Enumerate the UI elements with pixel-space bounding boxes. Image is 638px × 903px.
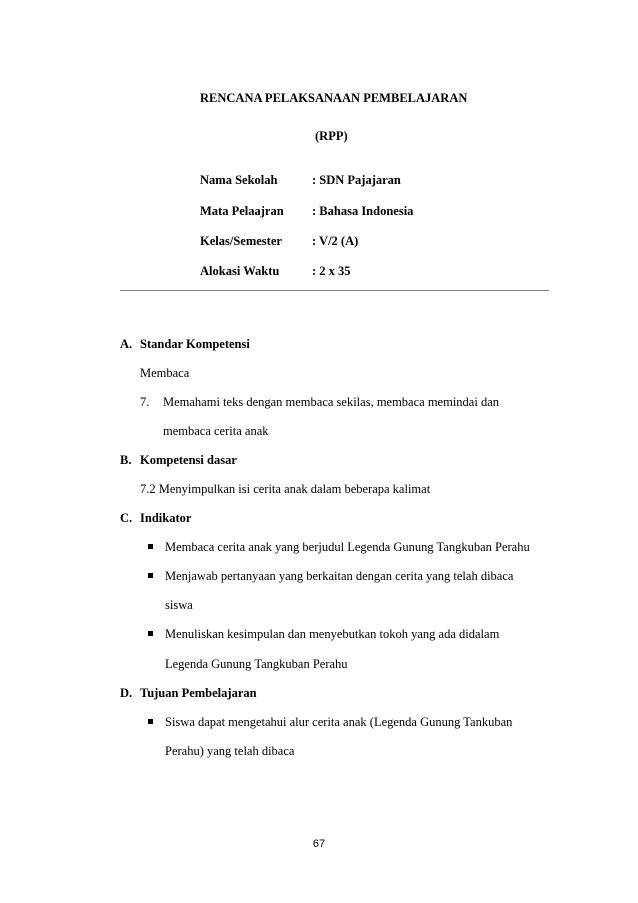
square-bullet-icon bbox=[148, 544, 153, 549]
section-a-numbered-marker: 7. bbox=[140, 395, 150, 409]
info-value-time: : 2 x 35 bbox=[312, 264, 351, 278]
square-bullet-icon bbox=[148, 719, 153, 724]
section-b-letter: B. bbox=[120, 453, 132, 467]
document-subtitle: (RPP) bbox=[315, 129, 348, 143]
section-d-title: Tujuan Pembelajaran bbox=[140, 686, 257, 700]
info-label-school: Nama Sekolah bbox=[200, 173, 278, 187]
info-label-time: Alokasi Waktu bbox=[200, 264, 280, 278]
info-value-class: : V/2 (A) bbox=[312, 234, 359, 248]
section-c-bullet-continuation: siswa bbox=[165, 598, 193, 612]
page-number: 67 bbox=[312, 838, 326, 850]
section-d-bullet-text: Siswa dapat mengetahui alur cerita anak (Legenda Gunung Tankuban bbox=[165, 715, 513, 729]
info-value-subject: : Bahasa Indonesia bbox=[312, 204, 414, 218]
square-bullet-icon bbox=[148, 631, 153, 636]
square-bullet-icon bbox=[148, 573, 153, 578]
section-a-numbered-continuation: membaca cerita anak bbox=[163, 424, 269, 438]
info-value-school: : SDN Pajajaran bbox=[312, 173, 401, 187]
section-d-bullet-continuation: Perahu) yang telah dibaca bbox=[165, 744, 295, 758]
document-title: RENCANA PELAKSANAAN PEMBELAJARAN bbox=[200, 91, 468, 105]
info-label-class: Kelas/Semester bbox=[200, 234, 282, 248]
section-a-numbered-text: Memahami teks dengan membaca sekilas, membaca memindai dan bbox=[163, 395, 499, 409]
section-c-letter: C. bbox=[120, 511, 133, 525]
section-a-title: Standar Kompetensi bbox=[140, 337, 250, 351]
section-c-bullet-text: Menjawab pertanyaan yang berkaitan dengan cerita yang telah dibaca bbox=[165, 569, 514, 583]
section-d-letter: D. bbox=[120, 686, 133, 700]
header-divider bbox=[120, 290, 549, 291]
section-c-bullet-continuation: Legenda Gunung Tangkuban Perahu bbox=[165, 657, 348, 671]
info-label-subject: Mata Pelaajran bbox=[200, 204, 284, 218]
section-c-bullet-text: Membaca cerita anak yang berjudul Legenda Gunung Tangkuban Perahu bbox=[165, 540, 530, 554]
section-c-title: Indikator bbox=[140, 511, 192, 525]
section-b-line: 7.2 Menyimpulkan isi cerita anak dalam beberapa kalimat bbox=[140, 482, 431, 496]
section-a-line: Membaca bbox=[140, 366, 190, 380]
section-a-letter: A. bbox=[120, 337, 133, 351]
section-b-title: Kompetensi dasar bbox=[140, 453, 237, 467]
section-c-bullet-text: Menuliskan kesimpulan dan menyebutkan tokoh yang ada didalam bbox=[165, 627, 500, 641]
